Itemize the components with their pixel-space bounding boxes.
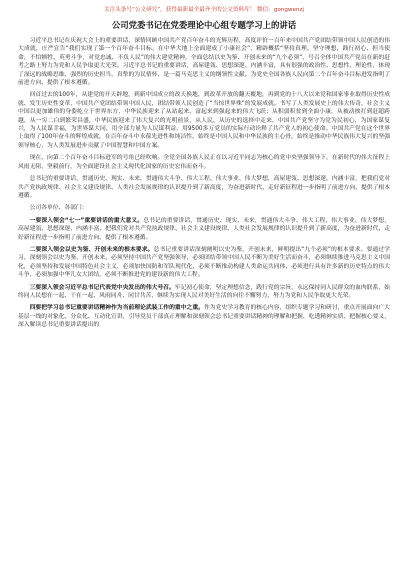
section-3-heading: 三要深入领会习近平总书记代表党中央发出的伟大号召。 [29,284,175,291]
section-1-text: 总书记的重要讲话，贯通历史、现实、未来，贯通伟大斗争、伟大工程、伟大事业、伟大梦想，高屋建瓴、思想深邃，内涵丰富，把我们党对共产党执政规律、社会主义建设规律、人类社会发展规律的认识提升到了新高度，为奋进新时代、走好新征程进一步指明了前进方向、提供了根本遵循。 [18,217,390,241]
section-4-text: 作为党史学习教育的核心内容，组织专题学习和研讨，重点开展面向广大基层一线的对象化、分众化、互动化宣讲，引导党员干部真正理解和深刻领会总书记重要讲话精神的理解和把握，吃透精神实质、把握核心要义，深入解读总书记重要讲话提出的 [18,305,390,329]
section-4-heading: 四要把学习总书记重要讲话精神作为当前理论武装工作的重中之重。 [29,305,204,312]
intro-paragraph-2: 回首过去的100年，从建党的开天辟地，到新中国成立的改天换地，到改革开放的翻天覆地，再到党的十八大以来党和国家事业取得历史性成就、发生历史性变革，中国共产党团结带领中国人民，团结带领人民创造了“当惊世界殊”的发展成就。书写了人类发展史上的伟大传奇，社会主义中国以更加雄伟的身姿屹立于世界东方，中华民族迎来了从站起来、富起来到强起来的伟大飞跃；从积弱积贫到全面小康，从被动挨打到赶超跨越，从一穷二白到繁荣昌盛，中华民族迎来了伟大复兴的光明前景，从人民、从历史的选择中走来，中国共产党坚守为党为民初心，为国家谋复兴，为人民谋幸福，为世界谋大同，用全部力量为人民谋利益，用9500多万党员的实际行动诠释了共产党人的初心使命。中国共产党在这个世界上取得了100年奋斗的辉煌成就，在百年奋斗中永葆先进性和纯洁性，始终是中国人民和中华民族的主心骨，始终是推动中华民族伟大复兴的坚强领导核心，为人类发展进步贡献了中国智慧和中国方案。 [18,92,390,149]
intro-paragraph-3: 现在，向第二个百年奋斗目标进军的号角已经吹响。全党全国各族人民正在以习近平同志为核心的党中央坚强领导下，在新时代的伟大征程上风雨无阻、坚毅前行，为全面建设社会主义现代化国家的历史宏伟而奋斗。 [18,155,390,170]
section-1-heading: 一要深入领会“七一”重要讲话的重大意义。 [29,217,144,224]
section-2-text: 总书记重要讲话深刻阐明以史为鉴、开创未来，鲜明提出“九个必须”的根本要求。要通过学习，深刻领会以史为鉴、开创未来，必须坚持中国共产党坚强领导，必须团结带领中国人民不断为美好生活而奋斗，必须继续推进马克思主义中国化，必须坚持和发展中国特色社会主义，必须加快国防和军队现代化，必须不断推动构建人类命运共同体，必须进行具有许多新的历史特点的伟大斗争，必须加强中华儿女大团结，必须不断推进党的建设新的伟大工程。 [18,246,390,279]
intro-paragraph-5: 公司各单位、各部门： [29,205,88,212]
intro-paragraph-1: 习近平总书记在庆祝大会上的重要讲话，深情回顾中国共产党百年奋斗的光辉历程，高度评价一百年来中国共产党团结带领中国人民创造的伟大成就，庄严宣告“我们实现了第一个百年奋斗目标，在中华大地上全面建成了小康社会”，精辟概括“坚持真理、坚守理想，践行初心、担当使命，不怕牺牲、英勇斗争，对党忠诚、不负人民”的伟大建党精神，全面总结以史为鉴、开创未来的“九个必须”，号召全体中国共产党员在新的赶考之路上努力为党和人民争取更大光荣。习近平总书记的重要讲话，高屋建瓴、思想深邃、内涵丰富，具有很强的政治性、思想性、理论性，体现了深远的战略思维、强烈的历史担当、真挚的为民情怀，是一篇马克思主义的纲领性文献。为党史全国各族人民向第二个百年奋斗目标进发指明了前进方向、提供了根本遵循。 [18,38,390,87]
intro-paragraph-4: 总书记的重要讲话，贯通历史、现实、未来，贯通伟大斗争、伟大工程、伟大事业、伟大梦想，高屋建瓴、思想深邃，内涵丰富，把我们党对共产党执政规律、社会主义建设规律、人类社会发展规律的认识提升到了新高度，为奋进新时代、走好新征程进一步指明了前进方向、提供了根本遵循。 [18,176,390,199]
section-2 [18,246,390,280]
document-title: 公司党委书记在党委理论中心组专题学习上的讲话 [111,20,297,30]
section-3 [18,284,390,301]
section-3-text: 牢记初心使命，坚定理想信念，践行党的宗旨，永远保持同人民群众的血肉联系，始终同人民想在一起、干在一起，风雨同舟、同甘共苦，继续为实现人民对美好生活的向往不懈努力，努力为党和人民争取更大光荣。 [18,284,390,299]
header-banner[interactable]: 关注头条号“公文研究”，获得最新最全最齐全的公文资料库！ 微信：gongwenzj [104,7,304,13]
section-4 [18,304,390,329]
section-1 [18,217,390,242]
section-2-heading: 二要深入领会以史为鉴、开创未来的根本要求。 [29,246,154,253]
